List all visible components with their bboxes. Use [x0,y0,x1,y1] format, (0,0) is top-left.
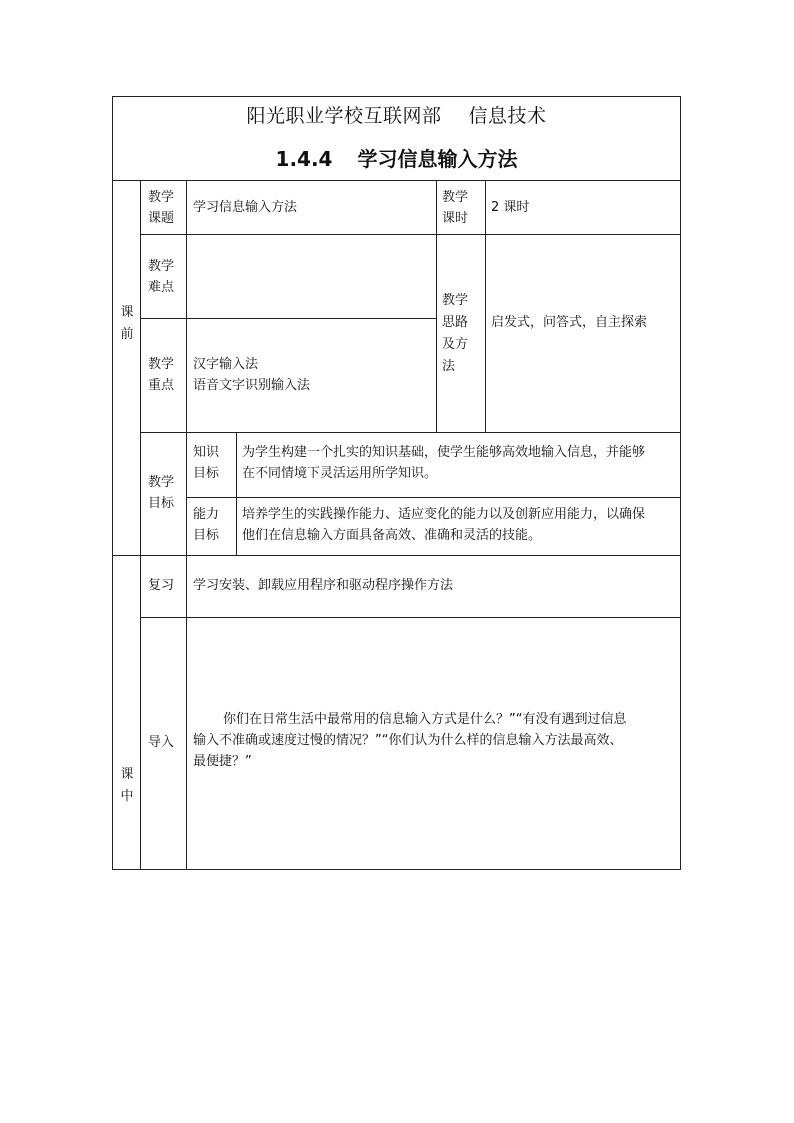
hours-label-line-2: 课时 [442,211,469,226]
right-value-divider [485,180,486,432]
in-class-char-2: 中 [120,789,134,804]
subject-name: 信息技术 [468,105,547,127]
approach-label-line-1: 教学 [442,293,469,308]
ability-goal-line-1: 培养学生的实践操作能力、适应变化的能力以及创新应用能力，以确保 [242,507,646,522]
approach-label-line-3: 及方 [442,337,469,352]
approach-label [442,290,468,378]
topic-label-line-1: 教学 [148,190,175,205]
label-column-divider [186,180,187,870]
lesson-number: 1.4.4 [275,147,333,171]
before-class-char-1: 课 [120,305,134,320]
focus-label [148,354,174,396]
school-name: 阳光职业学校互联网部 [246,105,442,127]
ability-goal-value [242,504,678,546]
middle-column-divider [436,180,437,432]
introduction-line-3: 最便捷？” [193,754,252,769]
section-column-divider [140,180,141,870]
topic-label [148,187,174,229]
introduction-value [193,709,675,772]
introduction-label: 导入 [148,735,175,750]
topic-value: 学习信息输入方法 [193,200,298,215]
hours-value: 2 课时 [491,200,530,215]
knowledge-goal-label-line-1: 知识 [193,445,220,460]
approach-label-line-4: 法 [442,359,456,374]
before-class-char-2: 前 [120,327,134,342]
ability-goal-line-2: 他们在信息输入方面具备高效、准确和灵活的技能。 [242,528,542,543]
ability-goal-label [193,504,219,546]
knowledge-goal-value [242,442,678,484]
table-border-bottom [112,869,681,870]
difficulty-label [148,256,174,298]
hours-label-line-1: 教学 [442,190,469,205]
focus-value [193,354,310,396]
row-divider-topic [140,234,681,235]
table-border-right [680,96,681,870]
approach-label-line-2: 思路 [442,315,469,330]
row-divider-difficulty [140,318,436,319]
ability-goal-label-line-2: 目标 [193,528,220,543]
approach-value: 启发式，问答式，自主探索 [491,315,648,330]
knowledge-goal-label-line-2: 目标 [193,466,220,481]
lesson-title [112,142,681,176]
school-title [112,100,681,132]
objectives-label-line-2: 目标 [148,496,175,511]
difficulty-label-line-1: 教学 [148,259,175,274]
before-class-label [116,302,138,346]
focus-label-line-2: 重点 [148,378,175,393]
in-class-label [116,764,138,808]
knowledge-goal-line-2: 在不同情境下灵活运用所学知识。 [242,466,438,481]
row-divider-review [140,617,681,618]
focus-item-2: 语音文字识别输入法 [193,378,311,393]
objectives-label [148,472,174,514]
hours-label [442,187,468,229]
table-border-left [112,96,113,870]
objectives-label-line-1: 教学 [148,475,175,490]
lesson-plan-table [112,96,681,870]
ability-goal-label-line-1: 能力 [193,507,220,522]
table-border-top [112,96,681,97]
introduction-line-1: 你们在日常生活中最常用的信息输入方式是什么？”“有没有遇到过信息 [223,712,627,727]
section-divider [112,555,681,556]
review-value: 学习安装、卸载应用程序和驱动程序操作方法 [193,578,454,593]
difficulty-label-line-2: 难点 [148,280,175,295]
review-label: 复习 [148,578,175,593]
goal-label-divider [236,432,237,555]
row-divider-knowledge [186,497,681,498]
knowledge-goal-line-1: 为学生构建一个扎实的知识基础，使学生能够高效地输入信息，并能够 [242,445,646,460]
focus-item-1: 汉字输入法 [193,357,259,372]
in-class-char-1: 课 [120,767,134,782]
header-divider [112,180,681,181]
row-divider-focus [140,432,681,433]
topic-label-line-2: 课题 [148,211,175,226]
lesson-name: 学习信息输入方法 [357,147,518,171]
knowledge-goal-label [193,442,219,484]
focus-label-line-1: 教学 [148,357,175,372]
introduction-line-2: 输入不准确或速度过慢的情况？”“你们认为什么样的信息输入方法最高效、 [193,733,623,748]
